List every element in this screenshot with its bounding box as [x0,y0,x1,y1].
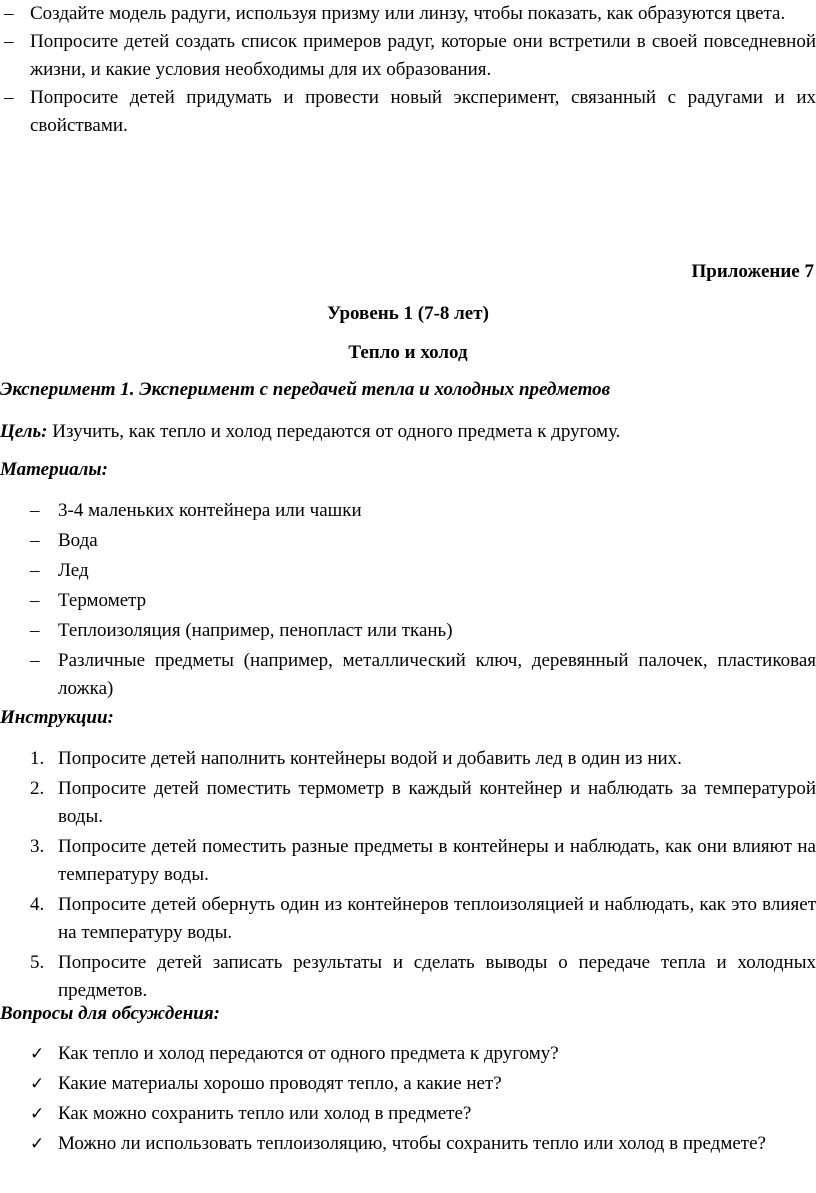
questions-list [0,1040,816,1160]
item-number: 5. [30,952,45,973]
list-item [0,0,816,28]
list-item [0,587,816,615]
list-item-text: Термометр [58,590,147,611]
list-item-text: Как тепло и холод передаются от одного предмета к другому? [58,1043,559,1064]
list-item-text: Попросите детей поместить разные предметы в контейнеры и наблюдать, как они влияют на температуру воды. [58,836,816,885]
topic-heading: Тепло и холод [348,342,468,363]
list-item [0,833,816,889]
item-number: 4. [30,894,45,915]
list-item-text: Создайте модель радуги, используя призму или линзу, чтобы показать, как образуются цвета. [30,3,786,24]
list-item [0,745,816,773]
list-item-text: Теплоизоляция (например, пенопласт или ткань) [58,620,453,641]
list-item [0,497,816,525]
list-item-text: Попросите детей наполнить контейнеры водой и добавить лед в один из них. [58,748,682,769]
list-item-text: Вода [58,530,98,551]
dash-bullet: – [30,500,40,521]
level-heading: Уровень 1 (7-8 лет) [327,303,489,324]
item-number: 2. [30,778,45,799]
experiment-title: Эксперимент 1. Эксперимент с передачей тепла и холодных предметов [0,379,611,400]
instructions-heading: Инструкции: [0,707,114,728]
dash-bullet: – [4,87,14,108]
list-item-text: Различные предметы (например, металлический ключ, деревянный палочек, пластиковая ложка) [58,650,816,699]
list-item [0,1040,816,1068]
instructions-list [0,745,816,1007]
list-item-text: Попросите детей создать список примеров радуг, которые они встретили в своей повседневной жизни, и какие условия необходимы для их образования. [30,31,816,80]
list-item [0,617,816,645]
list-item-text: Попросите детей придумать и провести новый эксперимент, связанный с радугами и их свойствами. [30,87,816,136]
list-item-text: 3-4 маленьких контейнера или чашки [58,500,362,521]
list-item-text: Лед [58,560,89,581]
list-item [0,1070,816,1098]
goal-paragraph [0,418,816,446]
dash-bullet: – [4,31,14,52]
item-number: 3. [30,836,45,857]
goal-label: Цель: [0,421,48,442]
list-item [0,28,816,84]
list-item-text: Попросите детей записать результаты и сделать выводы о передаче тепла и холодных предметов. [58,952,816,1001]
checkmark-icon: ✓ [30,1074,45,1094]
list-item [0,557,816,585]
item-number: 1. [30,748,45,769]
list-item-text: Можно ли использовать теплоизоляцию, чтобы сохранить тепло или холод в предмете? [58,1133,766,1154]
list-item [0,84,816,140]
list-item-text: Попросите детей обернуть один из контейнеров теплоизоляцией и наблюдать, как это влияет на температуру воды. [58,894,816,943]
list-item [0,647,816,703]
appendix-label: Приложение 7 [691,261,814,282]
dash-bullet: – [30,590,40,611]
materials-heading: Материалы: [0,459,108,480]
list-item-text: Попросите детей поместить термометр в каждый контейнер и наблюдать за температурой воды. [58,778,816,827]
questions-heading: Вопросы для обсуждения: [0,1003,220,1024]
dash-bullet: – [30,560,40,581]
list-item [0,1100,816,1128]
checkmark-icon: ✓ [30,1044,45,1064]
list-item-text: Как можно сохранить тепло или холод в предмете? [58,1103,472,1124]
materials-list [0,497,816,705]
list-item [0,891,816,947]
list-item [0,527,816,555]
rainbow-activities-list [0,0,816,140]
list-item-text: Какие материалы хорошо проводят тепло, а какие нет? [58,1073,502,1094]
dash-bullet: – [30,650,40,671]
dash-bullet: – [4,3,14,24]
dash-bullet: – [30,530,40,551]
list-item [0,1130,816,1158]
goal-text: Изучить, как тепло и холод передаются от одного предмета к другому. [47,421,621,442]
checkmark-icon: ✓ [30,1134,45,1154]
checkmark-icon: ✓ [30,1104,45,1124]
list-item [0,775,816,831]
list-item [0,949,816,1005]
dash-bullet: – [30,620,40,641]
